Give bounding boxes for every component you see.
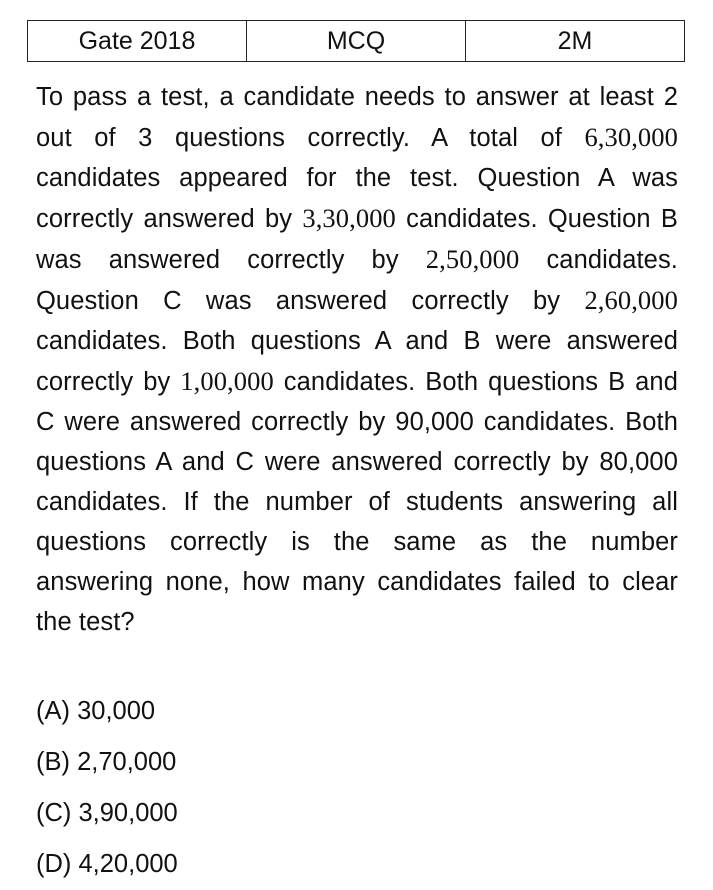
question-a-number: 3,30,000 [302, 203, 396, 233]
option-a[interactable]: (A) 30,000 [36, 697, 156, 725]
option-c[interactable]: (C) 3,90,000 [36, 799, 178, 827]
option-d[interactable]: (D) 4,20,000 [36, 850, 178, 878]
question-b-number: 2,50,000 [425, 244, 520, 274]
question-part-3: candidates. Question B was answered correctly by [36, 205, 678, 274]
question-text [36, 77, 678, 642]
options-list [36, 686, 178, 890]
marks-cell: 2M [557, 26, 593, 55]
question-part-4: candidates. Question C was answered correctly by [36, 246, 678, 315]
question-part-6: candidates. Both questions B and C were answered correctly by 90,000 candidates. Both questions A and C were answered correctly by 80,000 candidates. If the number of students answering all questions correctly is the same as the number answering none, how many candidates failed to clear the test? [36, 368, 678, 636]
question-c-number: 2,60,000 [584, 285, 678, 315]
question-part-5: candidates. Both questions A and B were answered correctly by [36, 327, 678, 396]
header-table [27, 20, 685, 62]
question-type-cell: MCQ [247, 21, 466, 61]
both-a-b-number: 1,00,000 [180, 366, 274, 396]
option-b[interactable]: (B) 2,70,000 [36, 748, 177, 776]
question-part-2: candidates appeared for the test. Question A was correctly answered by [36, 164, 678, 233]
total-candidates-number: 6,30,000 [584, 122, 678, 152]
question-part-1: To pass a test, a candidate needs to answer at least 2 out of 3 questions correctly. A total of [36, 83, 678, 152]
exam-cell: Gate 2018 [28, 21, 247, 61]
